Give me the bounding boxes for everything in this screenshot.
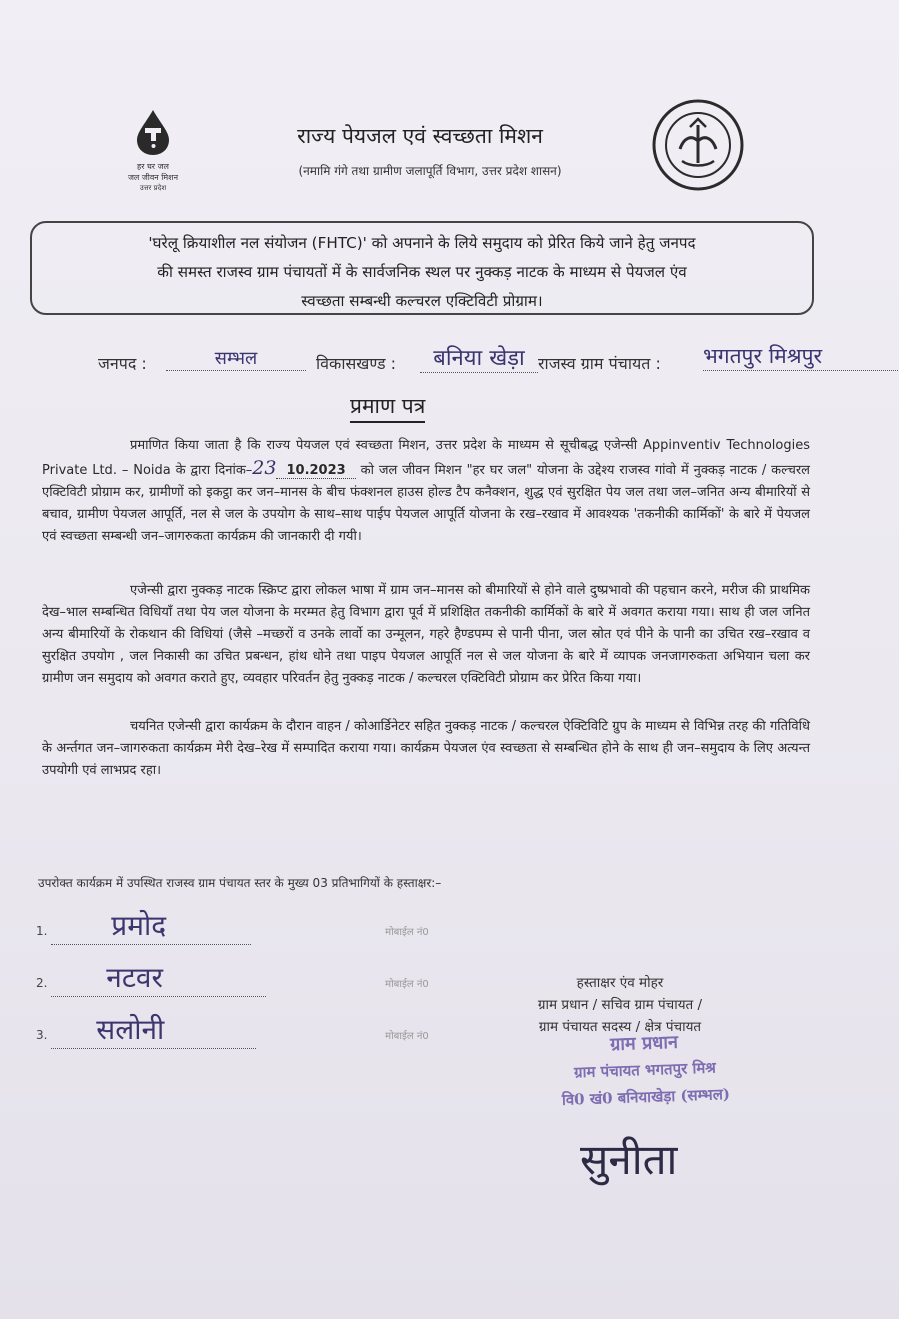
sign-block-line-2: ग्राम प्रधान / सचिव ग्राम पंचायत / <box>537 997 703 1013</box>
up-government-emblem <box>650 97 746 193</box>
sign-block-line-1: हस्ताक्षर एंव मोहर <box>576 975 664 991</box>
date-handwritten-day: 23 <box>252 457 277 479</box>
sig-1-number: 1. <box>36 924 48 938</box>
official-stamp <box>509 1025 782 1115</box>
sig-2-line <box>51 958 266 997</box>
certificate-heading: प्रमाण पत्र <box>350 392 425 423</box>
stamp-line-2: ग्राम पंचायत भगतपुर मिश्र <box>573 1058 717 1082</box>
sig-3-mobile-label: मोबाईल नं0 <box>385 1031 429 1042</box>
participant-signature-1 <box>36 906 429 945</box>
paragraph-1 <box>42 435 810 548</box>
panchayat-label: राजस्व ग्राम पंचायत : <box>538 354 661 373</box>
mission-subtitle: (नमामि गंगे तथा ग्रामीण जलापूर्ति विभाग, उत्तर प्रदेश शासन) <box>298 164 562 178</box>
attendance-intro: उपरोक्त कार्यक्रम में उपस्थित राजस्व ग्राम पंचायत स्तर के मुख्य 03 प्रतिभागियों के हस्ताक्षर:– <box>38 876 442 890</box>
program-line-1: 'घरेलू क्रियाशील नल संयोजन (FHTC)' को अपनाने के लिये समुदाय को प्रेरित किये जाने हेतु जनपद <box>148 234 696 252</box>
para1-before-date: प्रमाणित किया जाता है कि राज्य पेयजल एवं स्वच्छता मिशन, उत्तर प्रदेश के माध्यम से सूचीबद्ध एजेन्सी Appinventiv Technologies Private Ltd. – Noida के द्वारा दिनांक– <box>42 438 810 478</box>
stamp-line-1: ग्राम प्रधान <box>609 1031 679 1056</box>
jal-jeevan-mission-logo <box>108 108 198 198</box>
tap-drop-icon <box>123 108 183 156</box>
sig-3-number: 3. <box>36 1028 48 1042</box>
paragraph-2: एजेन्सी द्वारा नुक्कड़ नाटक स्क्रिप्ट द्वारा लोकल भाषा में ग्राम जन–मानस को बीमारियों से होने वाले दुष्प्रभावो की पहचान करने, मरीज की प्राथमिक देख–भाल सम्बन्धित विधियाँ तथा पेय जल योजना के मरम्मत हेतु विभाग द्वारा पूर्व में प्रशिक्षित तकनीकी कार्मिकों के बारे में अवगत कराया गया। साथ ही जल जनित अन्य बीमारियों के रोकथान की विधियां (जैसे –मच्छरों व उनके लार्वो का उन्मूलन, गहरे हैण्डपम्प से पानी पीना, जल स्रोत एवं पीने के पानी का उचित रख–रखाव व सुरक्षित उपयोग , जल निकासी का उचित प्रबन्धन, हांथ धोने तथा पाइप पेयजल आपूर्ति नल से जल योजना के बारे में व्यापक जनजागरुकता अभियान चला कर ग्रामीण जन समुदाय को अवगत कराते हुए, व्यवहार परिवर्तन हेतु नुक्कड़ नाटक / कल्चरल एक्टिविटी प्रोग्राम कर प्रेरित किया गया। <box>42 583 810 686</box>
sig-3-name: सलोनी <box>96 1013 165 1046</box>
program-line-3: स्वच्छता सम्बन्धी कल्चरल एक्टिविटी प्रोग्राम। <box>301 292 543 310</box>
district-value: सम्भल <box>214 348 258 369</box>
sig-3-line <box>51 1010 256 1049</box>
sig-1-mobile-label: मोबाईल नं0 <box>385 927 429 938</box>
district-label: जनपद : <box>98 354 147 373</box>
participant-signature-2 <box>36 958 429 997</box>
official-signature: सुनीता <box>580 1135 678 1184</box>
block-label: विकासखण्ड : <box>316 354 397 373</box>
program-description-box <box>30 221 814 315</box>
sig-1-name: प्रमोद <box>111 909 167 942</box>
sign-block-line-3: ग्राम पंचायत सदस्य / क्षेत्र पंचायत <box>538 1019 702 1035</box>
panchayat-value: भगतपुर मिश्रपुर <box>703 344 823 368</box>
mission-title: राज्य पेयजल एवं स्वच्छता मिशन <box>297 124 543 148</box>
date-printed: 10.2023 <box>276 463 355 479</box>
emblem-seal-icon <box>650 97 746 193</box>
district-field <box>166 346 306 371</box>
paragraph-3: चयनित एजेन्सी द्वारा कार्यक्रम के दौरान वाहन / कोआर्डिनेटर सहित नुक्कड़ नाटक / कल्चरल ऐक्टिविटि ग्रुप के माध्यम से विभिन्न तरह की गतिविधि के अर्न्तगत जन–जागरुकता कार्यक्रम मेरी देख–रेख में सम्पादित कराया गया। कार्यक्रम पेयजल एंव स्वच्छता से सम्बन्धित होने के साथ ही जन–समुदाय के लिए अत्यन्त उपयोगी एवं लाभप्रद रहा। <box>42 719 810 778</box>
participant-signature-3 <box>36 1010 429 1049</box>
block-value: बनिया खेड़ा <box>433 346 525 371</box>
logo-label-3: उत्तर प्रदेश <box>139 184 167 192</box>
para1-after-date: को जल जीवन मिशन "हर घर जल" योजना के उद्देश्य राजस्व गांवो में नुक्कड़ नाटक / कल्चरल एक्टिविटी प्रोग्राम कर, ग्रामीणों को इकट्ठा कर जन–मानस के बीच फंक्शनल हाउस होल्ड टैप कनैक्शन, शुद्ध एवं सुरक्षित पेय जल तथा जल–जनित अन्य बीमारियों से बचाव, ग्रामीण पेयजल आपूर्ति, नल से जल के उपयोग के साथ–साथ पाईप पेयजल आपूर्ति योजना के रख–रखाव में आवश्यक 'तकनीकी कार्मिकों' के बारे में पेयजल एवं स्वच्छता सम्बन्धी जन–जागरुकता कार्यक्रम की जानकारी दी गयी। <box>42 463 810 544</box>
sig-2-mobile-label: मोबाईल नं0 <box>385 979 429 990</box>
program-line-2: की समस्त राजस्व ग्राम पंचायतों में के सार्वजनिक स्थल पर नुक्कड़ नाटक के माध्यम से पेयजल एंव <box>157 263 687 281</box>
logo-label-2: जल जीवन मिशन <box>127 173 179 182</box>
panchayat-field <box>703 342 898 371</box>
sig-2-number: 2. <box>36 976 48 990</box>
sig-1-line <box>51 906 251 945</box>
logo-label-1: हर घर जल <box>137 162 169 171</box>
sig-2-name: नटवर <box>106 961 163 994</box>
stamp-line-3: वि0 खं0 बनियाखेड़ा (सम्भल) <box>561 1085 731 1109</box>
block-field <box>420 342 538 373</box>
